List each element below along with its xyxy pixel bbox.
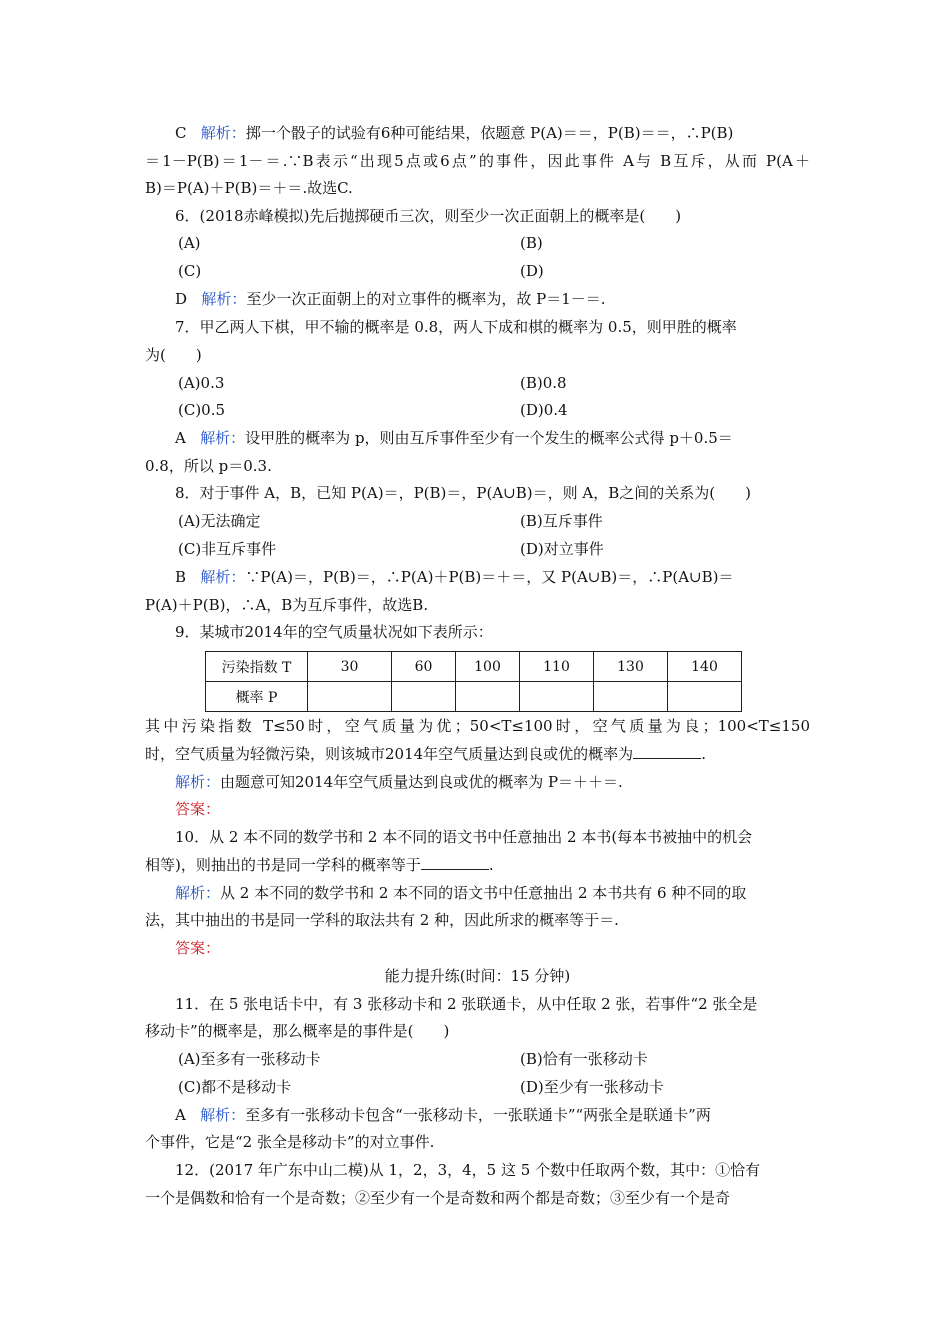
q8-option-d: (D)对立事件: [520, 540, 604, 558]
q9-answer-blank: [633, 744, 701, 759]
q5-explain-line2: ＝1－P(B)＝1－＝.∵B表示“出现5点或6点”的事件，因此事件 A与 B互斥，从而 P(A＋: [145, 152, 810, 170]
table-cell: [392, 682, 456, 712]
q6-explain: [175, 289, 840, 309]
table-cell: [308, 682, 392, 712]
table-header-label: 污染指数 T: [206, 652, 308, 682]
q5-explain-line1: [175, 123, 840, 143]
q7-stem-line2: 为( ): [145, 346, 202, 364]
q8-explain-line2: P(A)＋P(B)，∴A，B为互斥事件，故选B.: [145, 596, 429, 614]
q10-explain-line1: [175, 883, 840, 903]
q7-explain-line1: [175, 428, 840, 448]
q9-explain: [175, 772, 840, 792]
q6-answer-letter: D: [175, 290, 188, 308]
q8-option-b: (B)互斥事件: [520, 512, 603, 530]
table-cell: 110: [520, 652, 594, 682]
q7-explain-text1: 设甲胜的概率为 p，则由互斥事件至少有一个发生的概率公式得 p＋0.5＝: [245, 429, 733, 447]
q8-stem: 8．对于事件 A，B，已知 P(A)＝，P(B)＝，P(A∪B)＝，则 A，B之间的关系为( ): [175, 484, 751, 502]
q8-analysis-label: 解析：: [200, 568, 246, 586]
table-cell: [456, 682, 520, 712]
table-cell: [594, 682, 668, 712]
q8-option-c: (C)非互斥事件: [178, 540, 277, 558]
q9-answer-label: 答案：: [175, 800, 221, 818]
table-row: [206, 652, 742, 682]
q6-analysis-label: 解析：: [201, 290, 247, 308]
q6-option-c: (C): [178, 262, 202, 280]
q7-answer-letter: A: [175, 429, 186, 447]
q6-option-a: (A): [178, 234, 201, 252]
q7-option-b: (B)0.8: [520, 374, 567, 392]
q11-analysis-label: 解析：: [200, 1106, 246, 1124]
q11-option-d: (D)至少有一张移动卡: [520, 1078, 664, 1096]
section-title: 能力提升练(时间：15 分钟): [384, 967, 571, 985]
q9-explain-text: 由题意可知2014年空气质量达到良或优的概率为 P＝＋＋＝.: [220, 773, 623, 791]
table-cell: [668, 682, 742, 712]
q7-analysis-label: 解析：: [200, 429, 246, 447]
q9-analysis-label: 解析：: [175, 773, 221, 791]
q11-stem-line2: 移动卡”的概率是，那么概率是的事件是( ): [145, 1022, 450, 1040]
q10-explain-line2: 法，其中抽出的书是同一学科的取法共有 2 种，因此所求的概率等于＝.: [145, 911, 619, 929]
table-row: [206, 682, 742, 712]
q11-explain-line1: [175, 1105, 840, 1125]
q12-stem-line2: 一个是偶数和恰有一个是奇数；②至少有一个是奇数和两个都是奇数；③至少有一个是奇: [145, 1189, 731, 1207]
table-cell: 30: [308, 652, 392, 682]
q6-explain-text: 至少一次正面朝上的对立事件的概率为，故 P＝1－＝.: [246, 290, 606, 308]
q11-stem-line1: 11．在 5 张电话卡中，有 3 张移动卡和 2 张联通卡，从中任取 2 张，若事件“2 张全是: [175, 995, 758, 1013]
q11-option-b: (B)恰有一张移动卡: [520, 1050, 648, 1068]
q5-explain-text1: 掷一个骰子的试验有6种可能结果，依题意 P(A)＝＝，P(B)＝＝，∴P(B): [245, 124, 734, 142]
q5-explain-line3: B)＝P(A)＋P(B)＝＋＝.故选C.: [145, 179, 353, 197]
q5-analysis-label: 解析：: [200, 124, 246, 142]
q11-explain-line2: 个事件，它是“2 张全是移动卡”的对立事件.: [145, 1133, 435, 1151]
q10-stem-line2-end: .: [488, 856, 494, 874]
q9-table: [205, 651, 742, 712]
q7-option-a: (A)0.3: [178, 374, 225, 392]
q7-explain-line2: 0.8，所以 p＝0.3.: [145, 457, 272, 475]
q9-text-line2-content: 时，空气质量为轻微污染，则该城市2014年空气质量达到良或优的概率为: [145, 745, 634, 763]
q11-explain-text1: 至多有一张移动卡包含“一张移动卡，一张联通卡”“两张全是联通卡”两: [245, 1106, 711, 1124]
q8-explain-text1: ∵P(A)＝，P(B)＝，∴P(A)＋P(B)＝＋＝，又 P(A∪B)＝，∴P(A∪B)＝: [245, 568, 734, 586]
q8-option-a: (A)无法确定: [178, 512, 261, 530]
table-cell: 100: [456, 652, 520, 682]
q10-answer-label: 答案：: [175, 939, 221, 957]
q11-option-c: (C)都不是移动卡: [178, 1078, 292, 1096]
q10-stem-line2: [145, 855, 810, 875]
q6-option-b: (B): [520, 234, 543, 252]
q9-text-line2-end: .: [701, 745, 706, 763]
q9-text-line1: 其中污染指数 T≤50时，空气质量为优；50<T≤100时，空气质量为良；100<T≤150: [145, 717, 810, 735]
table-cell: 130: [594, 652, 668, 682]
q12-stem-line1: 12．(2017 年广东中山二模)从 1，2，3，4，5 这 5 个数中任取两个数，其中：①恰有: [175, 1161, 761, 1179]
q6-stem: 6．(2018赤峰模拟)先后抛掷硬币三次，则至少一次正面朝上的概率是( ): [175, 207, 682, 225]
q6-option-d: (D): [520, 262, 544, 280]
q10-stem-line1: 10．从 2 本不同的数学书和 2 本不同的语文书中任意抽出 2 本书(每本书被抽中的机会: [175, 828, 753, 846]
q10-stem-line2-content: 相等)，则抽出的书是同一学科的概率等于: [145, 856, 421, 874]
table-cell: 60: [392, 652, 456, 682]
q10-analysis-label: 解析：: [175, 884, 221, 902]
table-row-label: 概率 P: [206, 682, 308, 712]
q7-stem-line1: 7．甲乙两人下棋，甲不输的概率是 0.8，两人下成和棋的概率为 0.5，则甲胜的概率: [175, 318, 737, 336]
q7-option-d: (D)0.4: [520, 401, 568, 419]
q11-option-a: (A)至多有一张移动卡: [178, 1050, 321, 1068]
q8-explain-line1: [175, 567, 840, 587]
q8-answer-letter: B: [175, 568, 187, 586]
q11-answer-letter: A: [175, 1106, 186, 1124]
q10-answer-blank: [421, 855, 489, 870]
q9-stem: 9．某城市2014年的空气质量状况如下表所示：: [175, 623, 493, 641]
q9-text-line2: [145, 744, 810, 764]
q5-answer-letter: C: [175, 124, 187, 142]
q10-explain-text1: 从 2 本不同的数学书和 2 本不同的语文书中任意抽出 2 本书共有 6 种不同的取: [220, 884, 747, 902]
table-cell: 140: [668, 652, 742, 682]
q7-option-c: (C)0.5: [178, 401, 226, 419]
table-cell: [520, 682, 594, 712]
